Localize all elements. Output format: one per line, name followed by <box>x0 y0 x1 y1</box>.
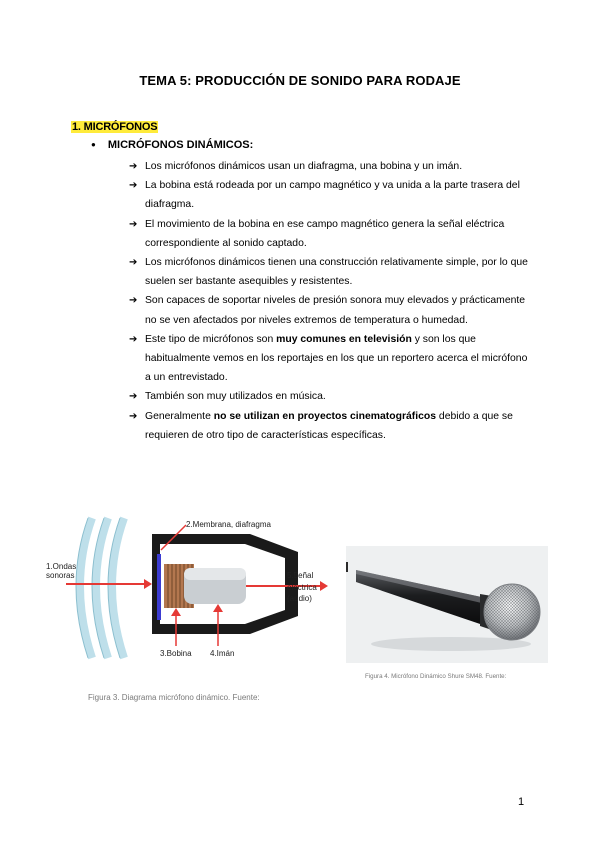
bullet-text: Los micrófonos dinámicos tienen una construcción relativamente simple, por lo que suelen ser bastante asequibles y resistentes. <box>145 257 528 288</box>
label-signal-line1: 5.5eñal <box>287 571 314 580</box>
arrow-icon: ➔ <box>129 391 138 403</box>
figure4-caption: Figura 4. Micrófono Dinámico Shure SM48. Fuente: <box>365 673 507 680</box>
bullet-dot-icon: ● <box>91 139 96 149</box>
bullet-text: Los micrófonos dinámicos usan un diafragma, una bobina y un imán. <box>145 161 463 172</box>
bullet-text: debido a que se requieren de otro tipo de características específicas. <box>145 410 513 441</box>
section-heading: 1. MICRÓFONOS <box>72 121 158 133</box>
label-magnet: 4.Imán <box>210 649 235 658</box>
bullet-item <box>129 157 529 176</box>
sound-waves <box>80 518 124 658</box>
label-waves-line2: sonoras <box>46 571 75 580</box>
bullet-text: Son capaces de soportar niveles de presión sonora muy elevados y prácticamente no se ven afectados por niveles extremos de temperatura o humedad. <box>145 295 526 326</box>
bullet-text: La bobina está rodeada por un campo magnético y va unida a la parte trasera del diafragma. <box>145 180 520 211</box>
bullet-item <box>129 330 529 388</box>
label-signal-line3: (audio) <box>287 594 312 603</box>
arrow-icon: ➔ <box>129 161 138 172</box>
arrow-icon: ➔ <box>129 218 138 230</box>
bullet-item <box>129 253 529 291</box>
figure3-caption: Figura 3. Diagrama micrófono dinámico. Fuente: <box>88 693 260 702</box>
bullet-item <box>129 291 529 329</box>
arrow-icon: ➔ <box>129 410 138 422</box>
bullet-text-bold: muy comunes en televisión <box>276 333 412 345</box>
label-membrane: 2.Membrana, diafragma <box>186 520 271 529</box>
bullet-item <box>129 215 529 253</box>
dynamic-microphone-diagram <box>40 512 335 662</box>
bullet-list <box>129 157 529 445</box>
bullet-text-bold: no se utilizan en proyectos cinematográficos <box>213 410 437 422</box>
label-signal-line2: eléctrica <box>287 583 317 592</box>
bullet-item <box>129 387 529 406</box>
page-number: 1 <box>518 796 525 808</box>
arrow-icon: ➔ <box>129 257 138 269</box>
bullet-text: Este tipo de micrófonos son <box>145 333 277 345</box>
subheading <box>91 139 253 151</box>
bullet-text: Generalmente <box>145 410 214 422</box>
label-coil: 3.Bobina <box>160 649 192 658</box>
label-waves-line1: 1.Ondas <box>46 562 77 571</box>
page-title: TEMA 5: PRODUCCIÓN DE SONIDO PARA RODAJE <box>139 73 461 88</box>
bullet-text: y son los que habitualmente vemos en los reportajes en los que un reportero acerca el micrófono a un entrevistado. <box>145 333 528 384</box>
arrow-icon: ➔ <box>129 295 138 307</box>
bullet-text: El movimiento de la bobina en ese campo magnético genera la señal eléctrica correspondiente al sonido captado. <box>145 218 505 249</box>
bullet-text: También son muy utilizados en música. <box>145 391 326 403</box>
diaphragm <box>157 554 161 620</box>
subheading-text: MICRÓFONOS DINÁMICOS: <box>107 139 254 151</box>
handheld-microphone-image <box>346 546 548 663</box>
arrow-icon: ➔ <box>129 180 138 192</box>
bullet-item <box>129 176 529 214</box>
bullet-item <box>129 407 529 445</box>
arrow-icon: ➔ <box>129 333 138 345</box>
